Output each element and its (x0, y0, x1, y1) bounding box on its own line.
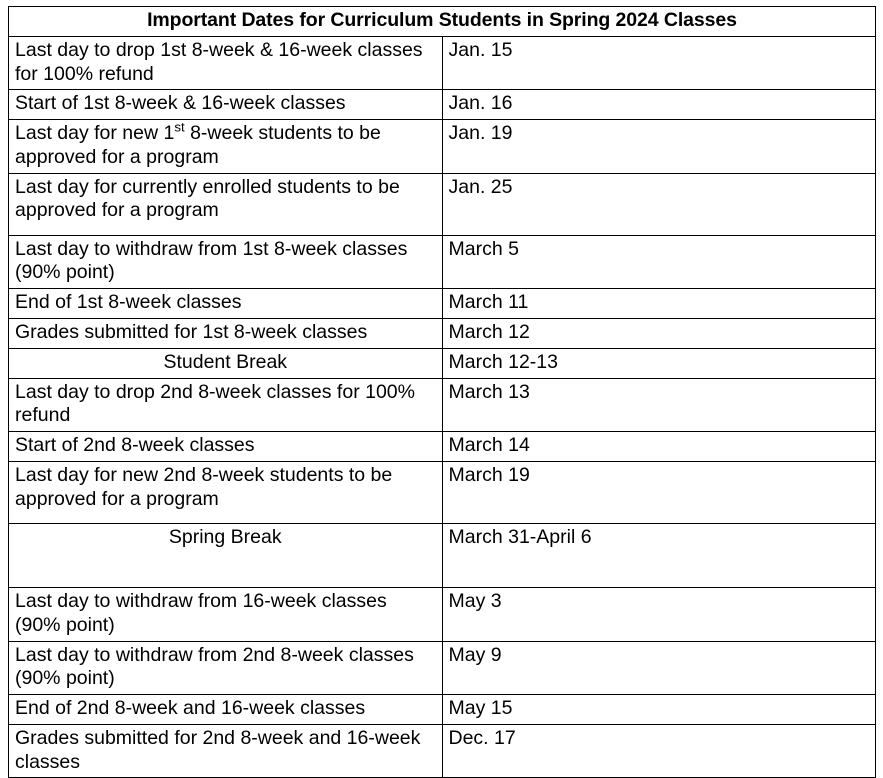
table-row (9, 173, 876, 235)
table-row (9, 348, 876, 378)
event-cell: Last day to withdraw from 2nd 8-week classes (90% point) (9, 641, 443, 695)
date-cell: March 13 (442, 378, 876, 432)
event-cell: Start of 1st 8-week & 16-week classes (9, 90, 443, 120)
table-row (9, 724, 876, 778)
date-cell: Jan. 16 (442, 90, 876, 120)
date-cell: March 12 (442, 319, 876, 349)
event-cell: Spring Break (9, 523, 443, 587)
table-row (9, 523, 876, 587)
date-cell: March 5 (442, 235, 876, 289)
date-cell: March 19 (442, 461, 876, 523)
date-cell: March 14 (442, 432, 876, 462)
event-cell: Start of 2nd 8-week classes (9, 432, 443, 462)
date-cell: May 15 (442, 695, 876, 725)
event-cell: Last day for new 2nd 8-week students to be approved for a program (9, 461, 443, 523)
event-cell: Last day to withdraw from 16-week classes (90% point) (9, 587, 443, 641)
event-cell: Grades submitted for 2nd 8-week and 16-week classes (9, 724, 443, 778)
event-cell: Last day to drop 2nd 8-week classes for 100% refund (9, 378, 443, 432)
table-row (9, 587, 876, 641)
event-cell: Student Break (9, 348, 443, 378)
table-row (9, 319, 876, 349)
date-cell: Dec. 17 (442, 724, 876, 778)
table-title-row (9, 7, 876, 37)
date-cell: March 11 (442, 289, 876, 319)
event-cell: Last day for currently enrolled students to be approved for a program (9, 173, 443, 235)
date-cell: Jan. 19 (442, 120, 876, 174)
table-body (9, 7, 876, 37)
table-rows (9, 36, 876, 778)
event-cell: End of 2nd 8-week and 16-week classes (9, 695, 443, 725)
table-row (9, 120, 876, 174)
important-dates-table (8, 6, 876, 778)
table-row (9, 641, 876, 695)
date-cell: Jan. 25 (442, 173, 876, 235)
date-cell: May 3 (442, 587, 876, 641)
date-cell: Jan. 15 (442, 36, 876, 90)
table-row (9, 695, 876, 725)
date-cell: March 31-April 6 (442, 523, 876, 587)
event-cell: Last day to drop 1st 8-week & 16-week classes for 100% refund (9, 36, 443, 90)
date-cell: May 9 (442, 641, 876, 695)
event-cell: Last day to withdraw from 1st 8-week classes (90% point) (9, 235, 443, 289)
event-cell: End of 1st 8-week classes (9, 289, 443, 319)
page-title: Important Dates for Curriculum Students in Spring 2024 Classes (9, 7, 876, 37)
date-cell: March 12-13 (442, 348, 876, 378)
event-cell: Last day for new 1st 8-week students to be approved for a program (9, 120, 443, 174)
ordinal-superscript: st (174, 119, 185, 135)
table-row (9, 378, 876, 432)
table-row (9, 36, 876, 90)
table-row (9, 289, 876, 319)
table-row (9, 90, 876, 120)
table-row (9, 461, 876, 523)
table-row (9, 235, 876, 289)
table-row (9, 432, 876, 462)
event-cell: Grades submitted for 1st 8-week classes (9, 319, 443, 349)
